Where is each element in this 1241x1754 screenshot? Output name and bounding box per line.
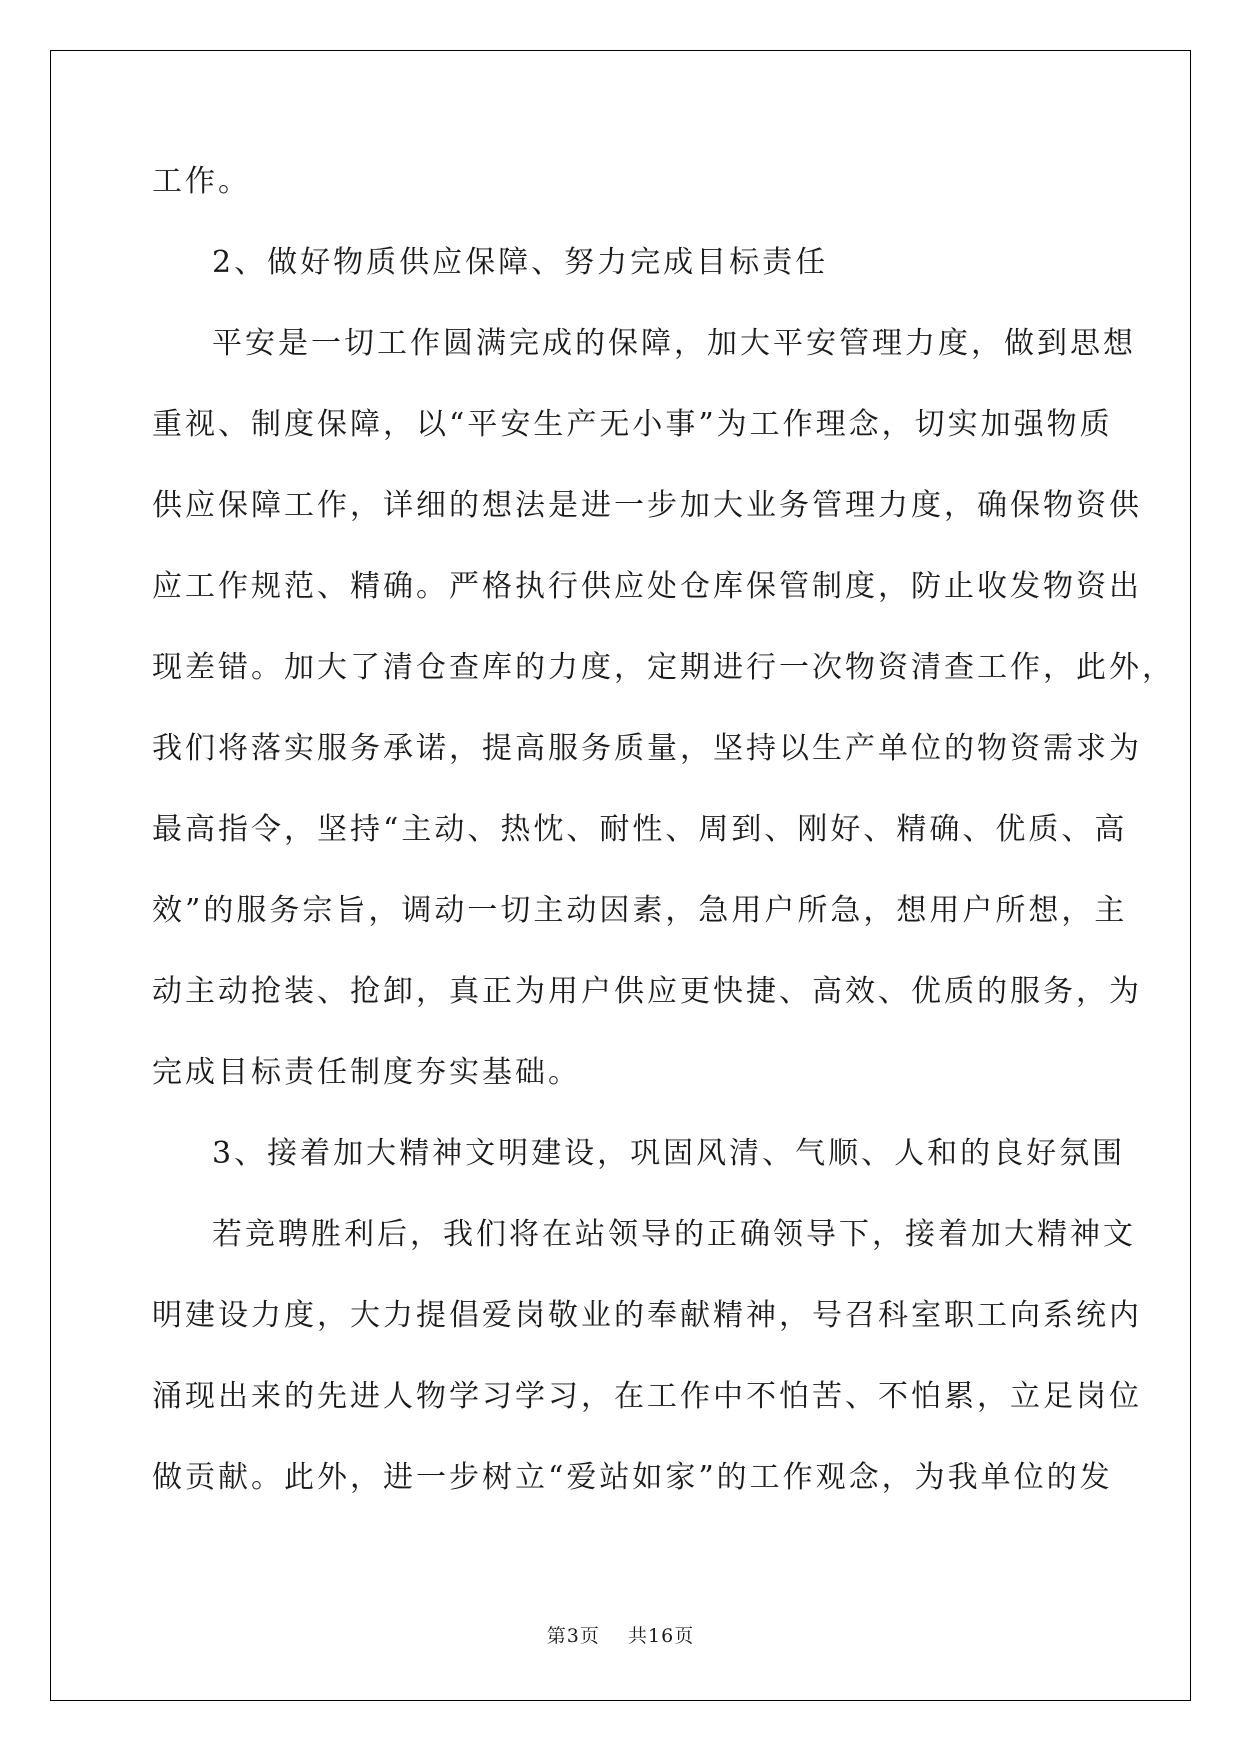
text-line: 我们将落实服务承诺，提高服务质量，坚持以生产单位的物资需求为 [152,731,1142,766]
page-total: 共16页 [628,1625,695,1647]
text-line: 重视、制度保障，以“平安生产无小事”为工作理念，切实加强物质 [152,407,1113,442]
text-line: 做贡献。此外，进一步树立“爱站如家”的工作观念，为我单位的发 [152,1460,1113,1495]
text-line: 完成目标责任制度夯实基础。 [152,1055,581,1090]
section-heading: 3、接着加大精神文明建设，巩固风清、气顺、人和的良好氛围 [212,1136,1126,1171]
text-line: 效”的服务宗旨，调动一切主动因素，急用户所急，想用户所想，主 [152,893,1128,928]
text-line: 现差错。加大了清仓查库的力度，定期进行一次物资清查工作，此外， [152,650,1175,685]
text-line: 供应保障工作，详细的想法是进一步加大业务管理力度，确保物资供 [152,488,1142,523]
text-line: 明建设力度，大力提倡爱岗敬业的奉献精神，号召科室职工向系统内 [152,1298,1142,1333]
page-number: 第3页 [546,1625,600,1647]
page-border [50,50,1191,1701]
text-line: 工作。 [152,164,251,199]
paragraph-first-line: 平安是一切工作圆满完成的保障，加大平安管理力度，做到思想 [212,326,1136,361]
page-footer [0,1624,1241,1648]
text-line: 应工作规范、精确。严格执行供应处仓库保管制度，防止收发物资出 [152,569,1142,604]
text-line: 动主动抢装、抢卸，真正为用户供应更快捷、高效、优质的服务，为 [152,974,1142,1009]
text-line: 最高指令，坚持“主动、热忱、耐性、周到、刚好、精确、优质、高 [152,812,1128,847]
paragraph-first-line: 若竞聘胜利后，我们将在站领导的正确领导下，接着加大精神文 [212,1217,1136,1252]
section-heading: 2、做好物质供应保障、努力完成目标责任 [212,245,829,280]
text-line: 涌现出来的先进人物学习学习，在工作中不怕苦、不怕累，立足岗位 [152,1379,1142,1414]
